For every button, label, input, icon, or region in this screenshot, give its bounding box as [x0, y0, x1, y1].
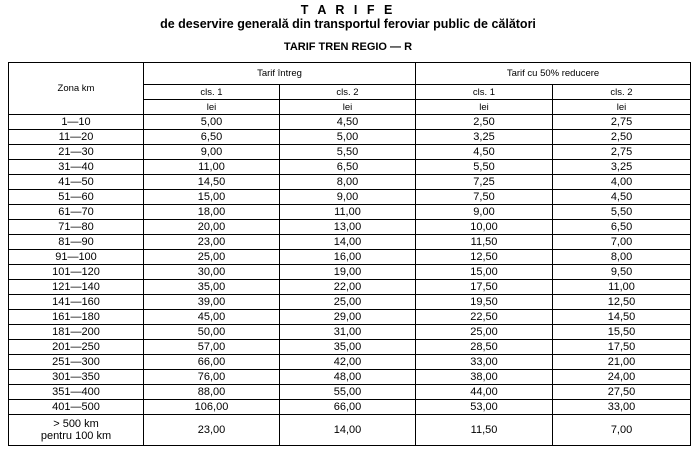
reduced-class1-cell: 4,50 — [416, 145, 553, 160]
table-row — [9, 295, 691, 310]
table-row — [9, 205, 691, 220]
reduced-class2-cell: 33,00 — [553, 400, 691, 415]
reduced-class2-cell: 2,50 — [553, 130, 691, 145]
document-title: T A R I F E — [300, 3, 396, 17]
table-row — [9, 265, 691, 280]
unit-label: lei — [280, 100, 416, 115]
table-row — [9, 385, 691, 400]
reduced-class1-cell: 17,50 — [416, 280, 553, 295]
table-row — [9, 220, 691, 235]
zone-cell: 201—250 — [9, 340, 144, 355]
full-fare-header: Tarif întreg — [144, 63, 416, 85]
reduced-class2-cell: 27,50 — [553, 385, 691, 400]
reduced-class1-cell: 15,00 — [416, 265, 553, 280]
reduced-class1-cell: 25,00 — [416, 325, 553, 340]
full-class2-cell: 19,00 — [280, 265, 416, 280]
full-class2-cell: 5,50 — [280, 145, 416, 160]
full-class2-cell: 35,00 — [280, 340, 416, 355]
full-class1-cell: 9,00 — [144, 145, 280, 160]
full-class1-cell: 106,00 — [144, 400, 280, 415]
zone-cell: 21—30 — [9, 145, 144, 160]
full-class2-cell: 25,00 — [280, 295, 416, 310]
unit-label: lei — [416, 100, 553, 115]
unit-label: lei — [553, 100, 691, 115]
full-class2-cell: 31,00 — [280, 325, 416, 340]
full-class1-cell: 50,00 — [144, 325, 280, 340]
table-row — [9, 355, 691, 370]
reduced-class2-cell: 4,00 — [553, 175, 691, 190]
table-row — [9, 415, 691, 446]
zone-cell: 101—120 — [9, 265, 144, 280]
full-class2-cell: 13,00 — [280, 220, 416, 235]
reduced-class1-cell: 7,50 — [416, 190, 553, 205]
zone-cell: 61—70 — [9, 205, 144, 220]
zone-cell: 51—60 — [9, 190, 144, 205]
full-class1-cell: 45,00 — [144, 310, 280, 325]
reduced-class2-cell: 6,50 — [553, 220, 691, 235]
reduced-class1-cell: 5,50 — [416, 160, 553, 175]
full-class2-cell: 11,00 — [280, 205, 416, 220]
reduced-class1-cell: 53,00 — [416, 400, 553, 415]
reduced-class2-cell: 15,50 — [553, 325, 691, 340]
full-class1-cell: 15,00 — [144, 190, 280, 205]
full-class2-cell: 66,00 — [280, 400, 416, 415]
zone-cell: 251—300 — [9, 355, 144, 370]
zone-cell: 81—90 — [9, 235, 144, 250]
reduced-class1-cell: 11,50 — [416, 235, 553, 250]
table-row — [9, 160, 691, 175]
zone-cell: 1—10 — [9, 115, 144, 130]
tariff-name: TARIF TREN REGIO — R — [283, 41, 413, 53]
reduced-class1-cell: 38,00 — [416, 370, 553, 385]
reduced-class2-cell: 4,50 — [553, 190, 691, 205]
full-class1-cell: 20,00 — [144, 220, 280, 235]
table-row — [9, 400, 691, 415]
full-class2-cell: 29,00 — [280, 310, 416, 325]
zone-line-1: > 500 km — [53, 418, 99, 430]
zone-cell: 351—400 — [9, 385, 144, 400]
table-row — [9, 175, 691, 190]
zone-cell: 141—160 — [9, 295, 144, 310]
full-class2-cell: 9,00 — [280, 190, 416, 205]
zone-cell: 401—500 — [9, 400, 144, 415]
table-row — [9, 370, 691, 385]
class2-header: cls. 2 — [280, 85, 416, 100]
reduced-class2-cell: 7,00 — [553, 415, 691, 446]
table-row — [9, 130, 691, 145]
full-class2-cell: 14,00 — [280, 235, 416, 250]
full-class1-cell: 30,00 — [144, 265, 280, 280]
full-class2-cell: 42,00 — [280, 355, 416, 370]
reduced-class1-cell: 22,50 — [416, 310, 553, 325]
fare-table — [8, 62, 691, 446]
reduced-class2-cell: 9,50 — [553, 265, 691, 280]
class1-header: cls. 1 — [144, 85, 280, 100]
zone-cell: 301—350 — [9, 370, 144, 385]
full-class1-cell: 5,00 — [144, 115, 280, 130]
full-class1-cell: 11,00 — [144, 160, 280, 175]
class1-header: cls. 1 — [416, 85, 553, 100]
full-class1-cell: 23,00 — [144, 235, 280, 250]
zone-cell: 41—50 — [9, 175, 144, 190]
full-class1-cell: 6,50 — [144, 130, 280, 145]
table-row — [9, 340, 691, 355]
zone-cell: 91—100 — [9, 250, 144, 265]
full-class2-cell: 48,00 — [280, 370, 416, 385]
full-class2-cell: 22,00 — [280, 280, 416, 295]
full-class2-cell: 4,50 — [280, 115, 416, 130]
table-row — [9, 325, 691, 340]
table-row — [9, 280, 691, 295]
reduced-class2-cell: 5,50 — [553, 205, 691, 220]
full-class2-cell: 16,00 — [280, 250, 416, 265]
fare-table-body — [9, 115, 691, 446]
zone-cell: 161—180 — [9, 310, 144, 325]
full-class1-cell: 23,00 — [144, 415, 280, 446]
full-class1-cell: 76,00 — [144, 370, 280, 385]
reduced-class2-cell: 3,25 — [553, 160, 691, 175]
reduced-class2-cell: 2,75 — [553, 145, 691, 160]
reduced-class2-cell: 11,00 — [553, 280, 691, 295]
reduced-class2-cell: 8,00 — [553, 250, 691, 265]
full-class2-cell: 14,00 — [280, 415, 416, 446]
reduced-class1-cell: 10,00 — [416, 220, 553, 235]
table-row — [9, 250, 691, 265]
full-class1-cell: 18,00 — [144, 205, 280, 220]
reduced-class1-cell: 44,00 — [416, 385, 553, 400]
full-class2-cell: 5,00 — [280, 130, 416, 145]
zone-cell: 31—40 — [9, 160, 144, 175]
zone-cell: 71—80 — [9, 220, 144, 235]
table-row — [9, 235, 691, 250]
full-class1-cell: 14,50 — [144, 175, 280, 190]
full-class1-cell: 88,00 — [144, 385, 280, 400]
zone-cell: 11—20 — [9, 130, 144, 145]
zone-line-2: pentru 100 km — [40, 430, 112, 442]
reduced-class1-cell: 11,50 — [416, 415, 553, 446]
reduced-class2-cell: 2,75 — [553, 115, 691, 130]
table-row — [9, 145, 691, 160]
full-class1-cell: 35,00 — [144, 280, 280, 295]
class2-header: cls. 2 — [553, 85, 691, 100]
zone-cell — [9, 415, 144, 446]
full-class2-cell: 8,00 — [280, 175, 416, 190]
full-class1-cell: 39,00 — [144, 295, 280, 310]
reduced-class1-cell: 12,50 — [416, 250, 553, 265]
full-class2-cell: 6,50 — [280, 160, 416, 175]
reduced-class1-cell: 33,00 — [416, 355, 553, 370]
reduced-class2-cell: 7,00 — [553, 235, 691, 250]
reduced-fare-header: Tarif cu 50% reducere — [416, 63, 691, 85]
zone-cell: 181—200 — [9, 325, 144, 340]
table-row — [9, 115, 691, 130]
zone-header: Zona km — [9, 63, 144, 115]
reduced-class2-cell: 17,50 — [553, 340, 691, 355]
reduced-class1-cell: 2,50 — [416, 115, 553, 130]
zone-cell: 121—140 — [9, 280, 144, 295]
unit-label: lei — [144, 100, 280, 115]
full-class1-cell: 57,00 — [144, 340, 280, 355]
reduced-class1-cell: 19,50 — [416, 295, 553, 310]
reduced-class2-cell: 12,50 — [553, 295, 691, 310]
full-class2-cell: 55,00 — [280, 385, 416, 400]
reduced-class1-cell: 3,25 — [416, 130, 553, 145]
table-row — [9, 190, 691, 205]
reduced-class2-cell: 24,00 — [553, 370, 691, 385]
document-subtitle: de deservire generală din transportul feroviar public de călători — [160, 17, 536, 31]
reduced-class2-cell: 21,00 — [553, 355, 691, 370]
full-class1-cell: 66,00 — [144, 355, 280, 370]
reduced-class2-cell: 14,50 — [553, 310, 691, 325]
table-row — [9, 310, 691, 325]
reduced-class1-cell: 7,25 — [416, 175, 553, 190]
reduced-class1-cell: 9,00 — [416, 205, 553, 220]
full-class1-cell: 25,00 — [144, 250, 280, 265]
reduced-class1-cell: 28,50 — [416, 340, 553, 355]
